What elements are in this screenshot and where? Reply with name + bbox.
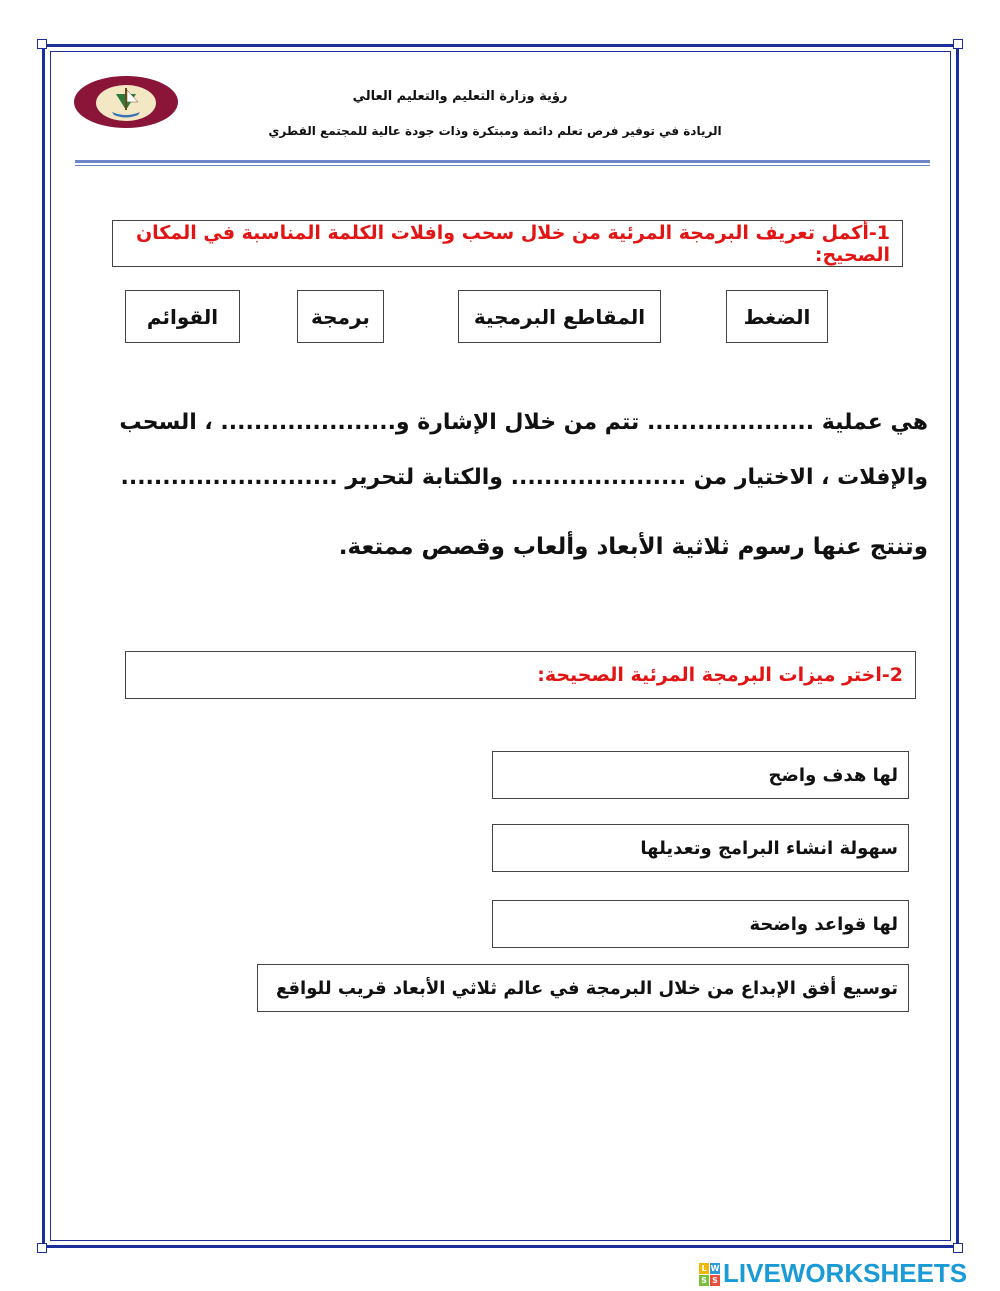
- liveworksheets-brand: [699, 1258, 967, 1289]
- liveworksheets-icon: [699, 1263, 719, 1285]
- header-divider-thin: [75, 165, 930, 166]
- question1-title: 1-أكمل تعريف البرمجة المرئية من خلال سحب وافلات الكلمة المناسبة في المكان الصحيح:: [112, 220, 903, 267]
- drag-word-pressing[interactable]: الضغط: [726, 290, 828, 343]
- icon-cell: S: [699, 1275, 709, 1286]
- definition-line-3: وتنتج عنها رسوم ثلاثية الأبعاد وألعاب وقصص ممتعة.: [338, 534, 928, 560]
- definition-line-1: هي عملية .................... تتم من خلال الإشارة و..................... ، السحب: [119, 410, 928, 435]
- frame-corner: [37, 1243, 47, 1253]
- icon-cell: W: [710, 1263, 720, 1273]
- question2-title: 2-اختر ميزات البرمجة المرئية الصحيحة:: [125, 651, 916, 699]
- frame-corner: [953, 39, 963, 49]
- drag-word-menus[interactable]: القوائم: [125, 290, 240, 343]
- header-vision: رؤية وزارة التعليم والتعليم العالي: [352, 89, 568, 104]
- frame-corner: [37, 39, 47, 49]
- header-divider: [75, 160, 930, 163]
- drag-word-code-blocks[interactable]: المقاطع البرمجية: [458, 290, 661, 343]
- option-easy-create-edit[interactable]: سهولة انشاء البرامج وتعديلها: [492, 824, 909, 872]
- option-expand-creativity[interactable]: توسيع أفق الإبداع من خلال البرمجة في عالم ثلاثي الأبعاد قريب للواقع: [257, 964, 909, 1012]
- frame-corner: [953, 1243, 963, 1253]
- option-clear-goal[interactable]: لها هدف واضح: [492, 751, 909, 799]
- option-clear-rules[interactable]: لها قواعد واضحة: [492, 900, 909, 948]
- definition-line-2: والإفلات ، الاختيار من ..................... والكتابة لتحرير ..........................: [120, 465, 928, 490]
- icon-cell: L: [699, 1263, 709, 1274]
- header-mission: الريادة في توفير فرص تعلم دائمة ومبتكرة وذات جودة عالية للمجتمع القطري: [268, 124, 722, 138]
- ministry-logo: [72, 72, 180, 130]
- liveworksheets-wordmark: LIVEWORKSHEETS: [723, 1258, 968, 1288]
- icon-cell: S: [710, 1275, 720, 1286]
- drag-word-programming[interactable]: برمجة: [297, 290, 384, 343]
